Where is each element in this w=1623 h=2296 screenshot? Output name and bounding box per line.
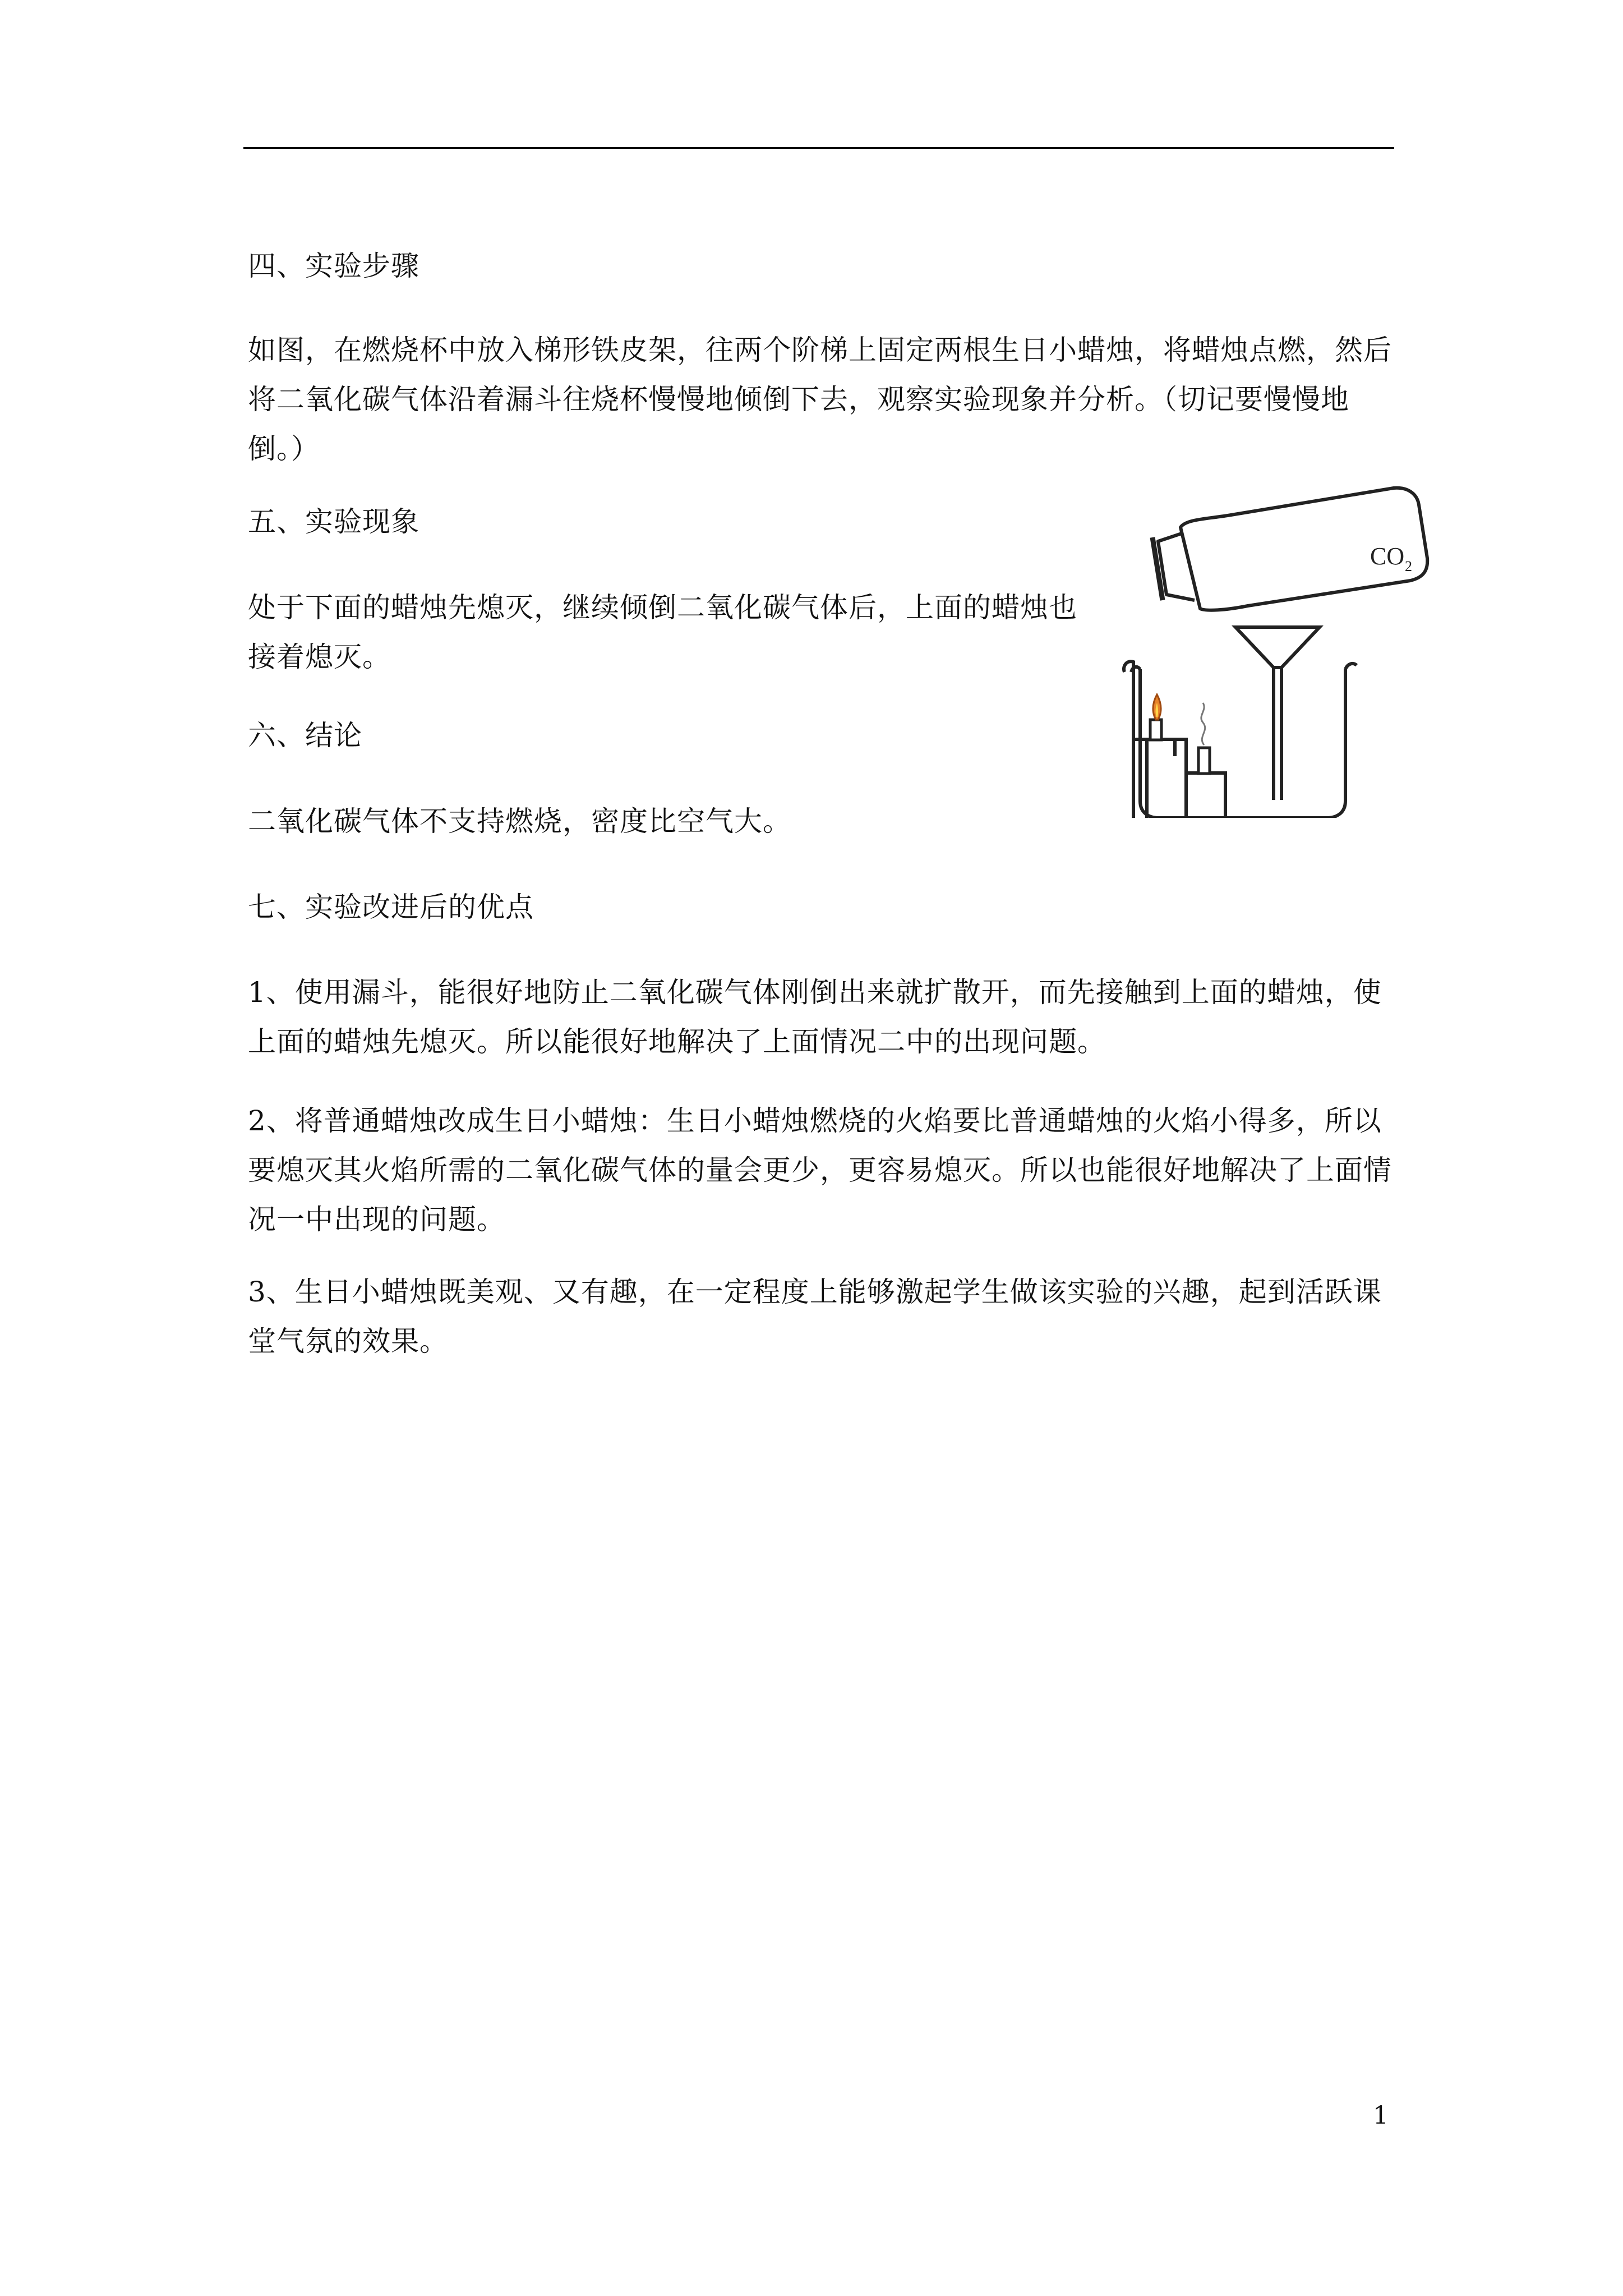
upper-candle (1150, 694, 1161, 740)
phenomenon-heading: 五、实验现象 (248, 505, 419, 538)
funnel (1235, 627, 1320, 800)
advantage-3-paragraph (248, 1267, 1392, 1366)
phenomenon-line: 接着熄灭。 (248, 641, 391, 673)
advantage-1-line: 上面的蜡烛先熄灭。所以能很好地解决了上面情况二中的出现问题。 (248, 1025, 1106, 1058)
bottle-label-subscript: 2 (1405, 558, 1412, 574)
phenomenon-paragraph (248, 583, 1100, 682)
page-number: 1 (1373, 2101, 1389, 2130)
steps-line: 倒。） (248, 432, 320, 465)
bottle-label: CO (1370, 542, 1405, 570)
advantage-2-line: 况一中出现的问题。 (248, 1203, 505, 1236)
advantage-2-line: 2、将普通蜡烛改成生日小蜡烛：生日小蜡烛燃烧的火焰要比普通蜡烛的火焰小得多，所以 (248, 1105, 1382, 1137)
co2-pouring-diagram (1113, 481, 1441, 818)
steps-paragraph (248, 325, 1392, 473)
advantage-2-line: 要熄灭其火焰所需的二氧化碳气体的量会更少，更容易熄灭。所以也能很好地解决了上面情 (248, 1154, 1392, 1186)
lower-candle (1198, 703, 1210, 774)
advantages-heading: 七、实验改进后的优点 (248, 891, 534, 923)
steps-line: 将二氧化碳气体沿着漏斗往烧杯慢慢地倾倒下去，观察实验现象并分析。（切记要慢慢地 (248, 383, 1349, 416)
conclusion-text: 二氧化碳气体不支持燃烧，密度比空气大。 (248, 805, 791, 838)
advantage-1-paragraph (248, 968, 1392, 1066)
advantage-3-line: 堂气氛的效果。 (248, 1325, 448, 1358)
steps-heading: 四、实验步骤 (248, 250, 419, 282)
header-rule (243, 147, 1394, 149)
steps-line: 如图，在燃烧杯中放入梯形铁皮架，往两个阶梯上固定两根生日小蜡烛，将蜡烛点燃，然后 (248, 334, 1392, 366)
conclusion-heading: 六、结论 (248, 719, 362, 752)
phenomenon-line: 处于下面的蜡烛先熄灭，继续倾倒二氧化碳气体后，上面的蜡烛也 (248, 591, 1077, 624)
advantage-2-paragraph (248, 1096, 1392, 1244)
advantage-3-line: 3、生日小蜡烛既美观、又有趣，在一定程度上能够激起学生做该实验的兴趣，起到活跃课 (248, 1276, 1382, 1308)
advantage-1-line: 1、使用漏斗，能很好地防止二氧化碳气体刚倒出来就扩散开，而先接触到上面的蜡烛，使 (248, 976, 1382, 1009)
